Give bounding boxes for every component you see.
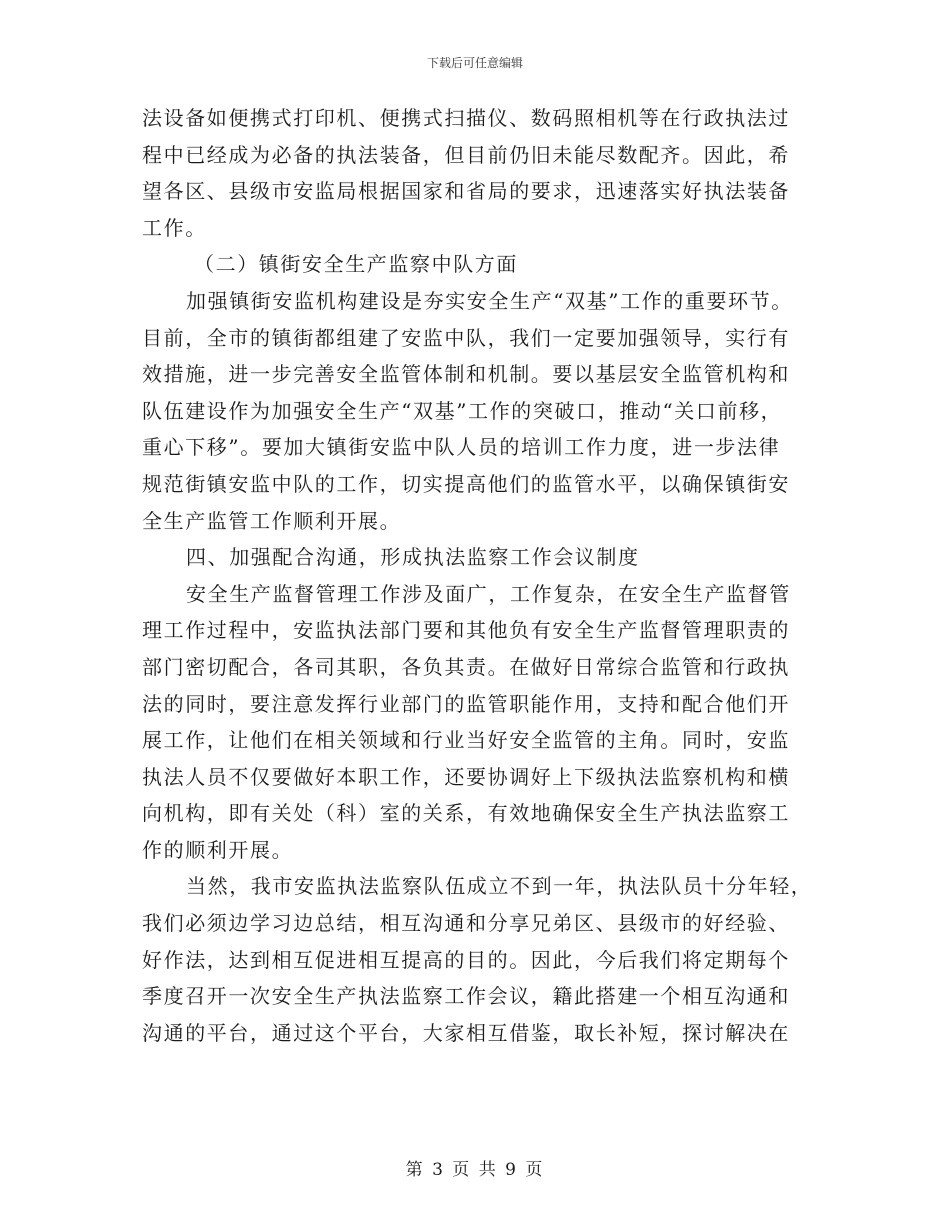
text-line: 我们必须边学习边总结，相互沟通和分享兄弟区、县级市的好经验、 [142,911,790,936]
paragraph-first-line: 安全生产监督管理工作涉及面广，工作复杂，在安全生产监督管 [186,581,791,606]
text-line: 全生产监管工作顺利开展。 [142,508,402,533]
section-heading: （二）镇街安全生产监察中队方面 [194,252,518,277]
paragraph-first-line: 当然，我市安监执法监察队伍成立不到一年，执法队员十分年轻， [186,874,813,899]
text-line: 程中已经成为必备的执法装备，但目前仍旧未能尽数配齐。因此，希 [142,142,790,167]
text-line: 规范街镇安监中队的工作，切实提高他们的监管水平，以确保镇街安 [142,471,790,496]
text-line: 展工作，让他们在相关领域和行业当好安全监管的主角。同时，安监 [142,728,790,753]
text-line: 法设备如便携式打印机、便携式扫描仪、数码照相机等在行政执法过 [142,106,790,130]
paragraph-first-line: 加强镇街安监机构建设是夯实安全生产“双基”工作的重要环节。 [186,288,793,313]
text-line: 重心下移”。要加大镇街安监中队人员的培训工作力度，进一步法律 [142,435,781,460]
text-line: 向机构，即有关处（科）室的关系，有效地确保安全生产执法监察工 [142,801,790,826]
text-line: 季度召开一次安全生产执法监察工作会议，籍此搭建一个相互沟通和 [142,984,790,1009]
text-line: 部门密切配合，各司其职，各负其责。在做好日常综合监管和行政执 [142,654,790,679]
text-line: 效措施，进一步完善安全监管体制和机制。要以基层安全监管机构和 [142,362,790,387]
text-line: 作的顺利开展。 [142,837,294,862]
text-line: 执法人员不仅要做好本职工作，还要协调好上下级执法监察机构和横 [142,764,790,789]
page-header: 下载后可任意编辑 [426,56,523,70]
text-line: 沟通的平台，通过这个平台，大家相互借鉴，取长补短，探讨解决在 [142,1020,790,1045]
text-line: 望各区、县级市安监局根据国家和省局的要求，迅速落实好执法装备 [142,179,790,204]
document-body [142,100,822,1051]
text-line: 好作法，达到相互促进相互提高的目的。因此，今后我们将定期每个 [142,947,790,972]
text-line: 法的同时，要注意发挥行业部门的监管职能作用，支持和配合他们开 [142,691,790,716]
page-footer: 第 3 页 共 9 页 [405,1160,545,1180]
text-line: 工作。 [142,215,207,240]
text-line: 目前，全市的镇街都组建了安监中队，我们一定要加强领导，实行有 [142,325,790,350]
text-line: 队伍建设作为加强安全生产“双基”工作的突破口，推动“关口前移， [142,398,783,423]
text-line: 理工作过程中，安监执法部门要和其他负有安全生产监督管理职责的 [142,618,790,643]
section-heading: 四、加强配合沟通，形成执法监察工作会议制度 [186,545,640,570]
